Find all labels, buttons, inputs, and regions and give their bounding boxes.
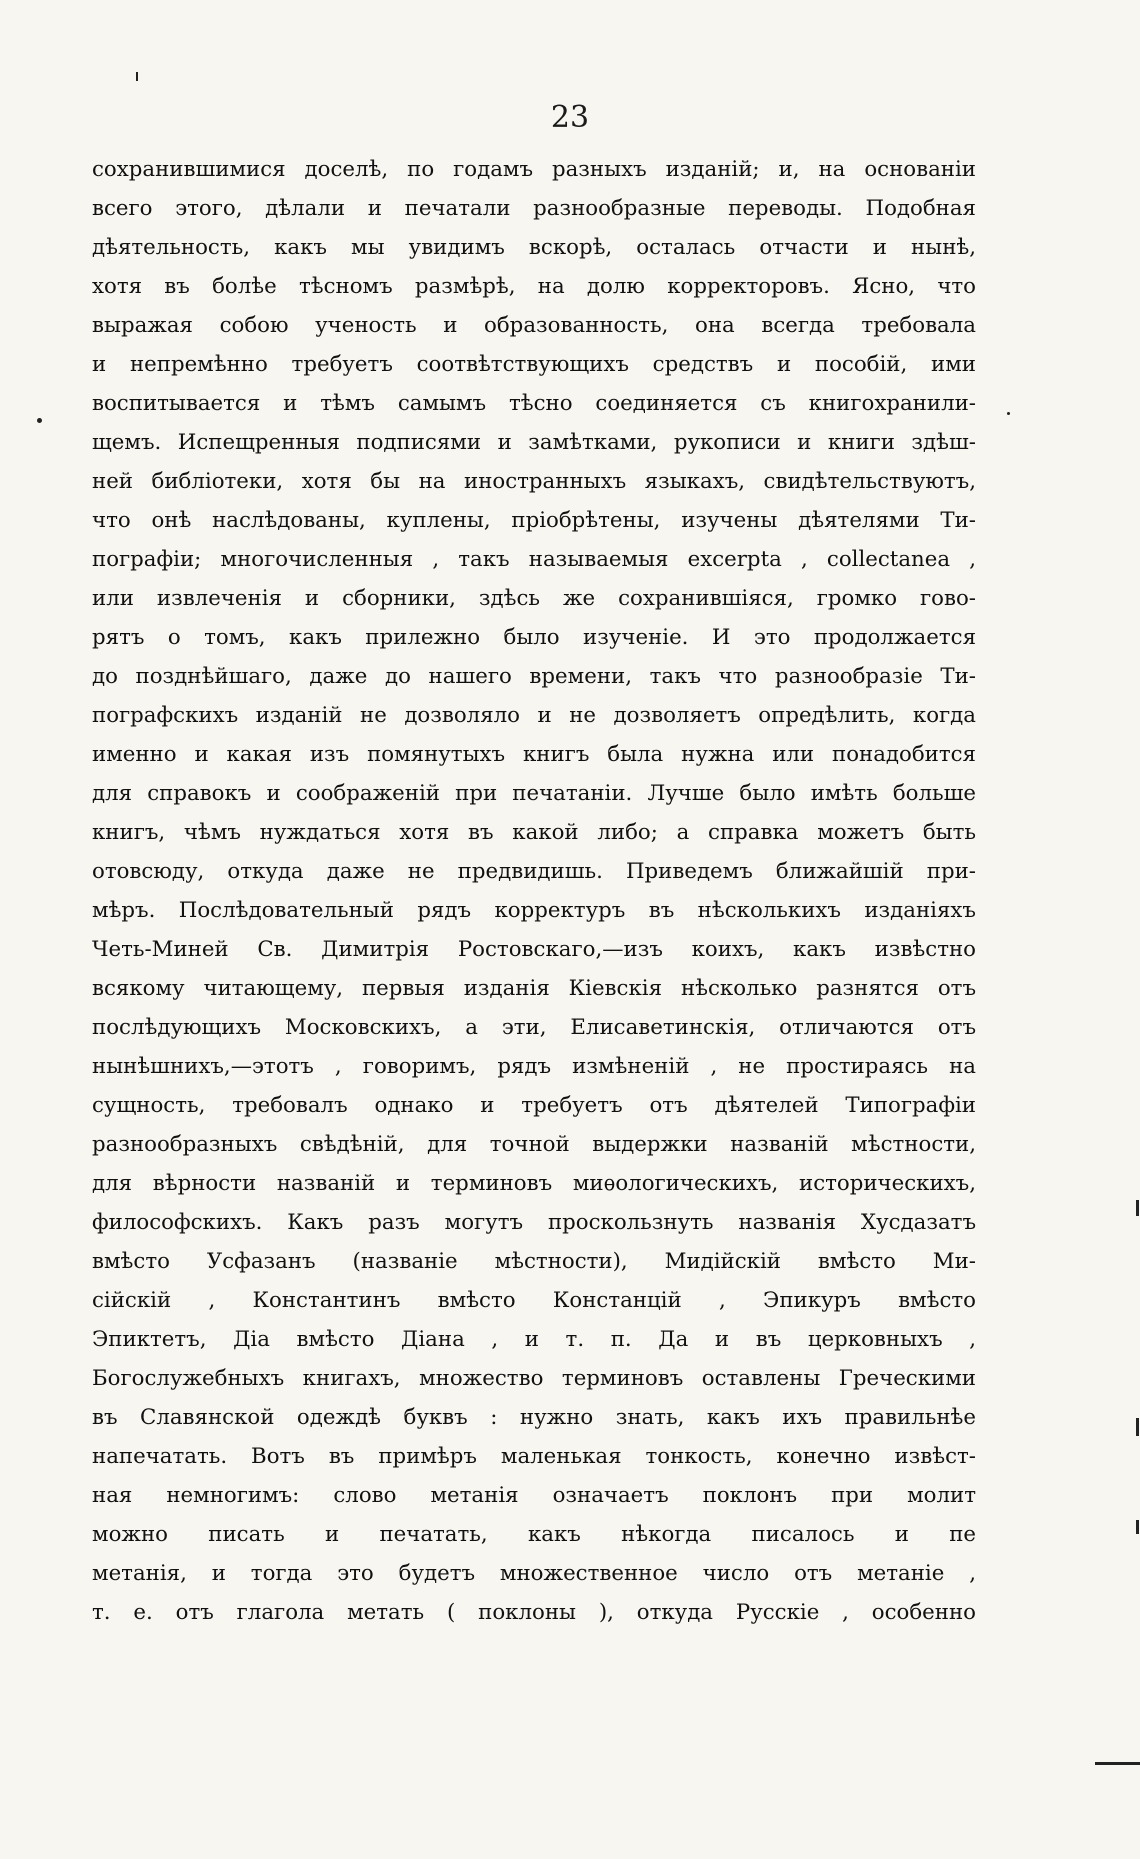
text-line: Богослужебныхъ книгахъ, множество терминовъ оставлены Греческими [92, 1366, 976, 1391]
ink-speck [136, 72, 138, 81]
text-line: въ Славянской одеждѣ буквъ : нужно знать, какъ ихъ правильнѣе [92, 1405, 976, 1430]
text-line: и непремѣнно требуетъ соотвѣтствующихъ средствъ и пособій, ими [92, 352, 976, 377]
text-line: воспитывается и тѣмъ самымъ тѣсно соединяется съ книгохранили- [92, 391, 976, 416]
text-line: послѣдующихъ Московскихъ, а эти, Елисаветинскія, отличаются отъ [92, 1015, 976, 1040]
margin-rule [1095, 1762, 1140, 1765]
text-line: выражая собою ученость и образованность, она всегда требовала [92, 313, 976, 338]
text-line: т. е. отъ глагола метать ( поклоны ), откуда Русскіе , особенно [92, 1600, 976, 1625]
text-line: метанія, и тогда это будетъ множественное число отъ метаніе , [92, 1561, 976, 1586]
text-line: можно писать и печатать, какъ нѣкогда писалось и пе [92, 1522, 976, 1547]
text-line: всякому читающему, первыя изданія Кіевскія нѣсколько разнятся отъ [92, 976, 976, 1001]
text-line: до позднѣйшаго, даже до нашего времени, такъ что разнообразіе Ти- [92, 664, 976, 689]
text-line: философскихъ. Какъ разъ могутъ проскользнуть названія Хусдазатъ [92, 1210, 976, 1235]
text-line: всего этого, дѣлали и печатали разнообразные переводы. Подобная [92, 196, 976, 221]
body-text [92, 150, 976, 1632]
text-line: вмѣсто Усфазанъ (названіе мѣстности), Мидійскій вмѣсто Ми- [92, 1249, 976, 1274]
text-line: нынѣшнихъ,—этотъ , говоримъ, рядъ измѣненій , не простираясь на [92, 1054, 976, 1079]
text-line: именно и какая изъ помянутыхъ книгъ была нужна или понадобится [92, 742, 976, 767]
page-number: 23 [550, 100, 590, 135]
text-line: что онѣ наслѣдованы, куплены, пріобрѣтены, изучены дѣятелями Ти- [92, 508, 976, 533]
text-line: отовсюду, откуда даже не предвидишь. Приведемъ ближайшій при- [92, 859, 976, 884]
text-line: Четь-Миней Св. Димитрія Ростовскаго,—изъ коихъ, какъ извѣстно [92, 937, 976, 962]
text-line: для вѣрности названій и терминовъ миѳологическихъ, историческихъ, [92, 1171, 976, 1196]
text-line: пографіи; многочисленныя , такъ называемыя excerpta , collectanea , [92, 547, 976, 572]
text-line: дѣятельность, какъ мы увидимъ вскорѣ, осталась отчасти и нынѣ, [92, 235, 976, 260]
text-line: щемъ. Испещренныя подписями и замѣтками, рукописи и книги здѣш- [92, 430, 976, 455]
text-line: Эпиктетъ, Діа вмѣсто Діана , и т. п. Да и въ церковныхъ , [92, 1327, 976, 1352]
text-line: сійскій , Константинъ вмѣсто Констанцій , Эпикуръ вмѣсто [92, 1288, 976, 1313]
text-line: ней библіотеки, хотя бы на иностранныхъ языкахъ, свидѣтельствуютъ, [92, 469, 976, 494]
text-line: мѣръ. Послѣдовательный рядъ корректуръ въ нѣсколькихъ изданіяхъ [92, 898, 976, 923]
edge-mark [1136, 1200, 1139, 1216]
text-line: или извлеченія и сборники, здѣсь же сохранившіяся, громко гово- [92, 586, 976, 611]
edge-mark [1136, 1520, 1139, 1534]
text-line: разнообразныхъ свѣдѣній, для точной выдержки названій мѣстности, [92, 1132, 976, 1157]
text-line: хотя въ болѣе тѣсномъ размѣрѣ, на долю корректоровъ. Ясно, что [92, 274, 976, 299]
text-line: пографскихъ изданій не дозволяло и не дозволяетъ опредѣлить, когда [92, 703, 976, 728]
text-line: для справокъ и соображеній при печатаніи. Лучше было имѣть больше [92, 781, 976, 806]
text-line: книгъ, чѣмъ нуждаться хотя въ какой либо; а справка можетъ быть [92, 820, 976, 845]
text-line: рятъ о томъ, какъ прилежно было изученіе. И это продолжается [92, 625, 976, 650]
ink-speck [37, 418, 42, 423]
edge-mark [1136, 1418, 1139, 1436]
text-line: напечатать. Вотъ въ примѣръ маленькая тонкость, конечно извѣст- [92, 1444, 976, 1469]
ink-speck [1007, 412, 1010, 415]
text-line: ная немногимъ: слово метанія означаетъ поклонъ при молит [92, 1483, 976, 1508]
text-line: сущность, требовалъ однако и требуетъ отъ дѣятелей Типографіи [92, 1093, 976, 1118]
text-line: сохранившимися доселѣ, по годамъ разныхъ изданій; и, на основаніи [92, 157, 976, 182]
